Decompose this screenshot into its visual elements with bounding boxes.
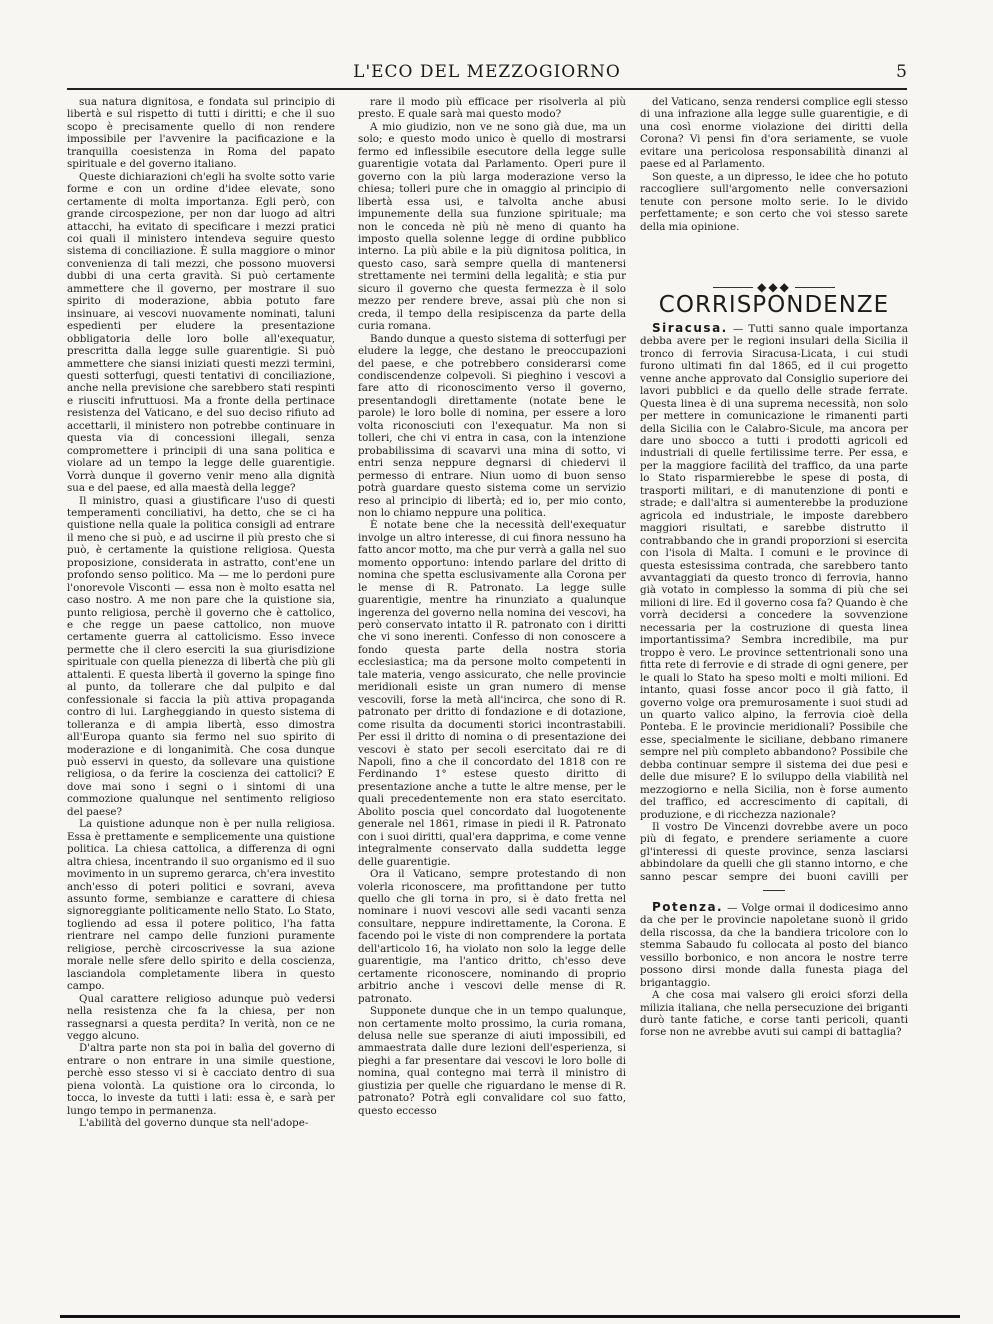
paragraph-text: — Volge ormai il dodicesimo anno da che per le provincie napoletane suonò il grido della riscossa, da che la bandiera tricolore con lo stemma Sabaudo fu collocata al posto del bianco vessillo borbonico, e non ancora le nostre terre possono dirsi monde dalla funesta piaga del brigantaggio.	[640, 901, 908, 989]
section-title: CORRISPONDENZE	[658, 292, 890, 319]
paragraph: Bando dunque a questo sistema di sotterfugi per eludere la legge, che destano le preoccupazioni del paese, e che potrebbero considerarsi come condiscendenze colpevoli. Si pieghino i vescovi a fare atto di riconoscimento verso il governo, presentandogli direttamente (notate bene le parole) le loro bolle di nomina, per essere a loro volta riconosciuti con l'exequatur. Ma non si tolleri, che chi vi entra in casa, con la intenzione probabilissima di scavarvi una mina di sotto, vi entri senza neppure degnarsi di chiedervi il permesso di entrare. Niun uomo di buon senso potrà guardare questo sistema come un servizio reso al principio di libertà; ed io, per mio conto, non lo chiamo neppure una politica.	[358, 332, 626, 519]
paragraph: È notate bene che la necessità dell'exequatur involge un altro interesse, di cui finora nessuno ha fatto ancor motto, ma che pur verrà a galla nel suo momento opportuno: intendo parlare del dritto di nomina che spetta esclusivamente alla Corona per le mense di R. Patronato. La legge sulle guarentigie, mentre ha rinunziato a qualunque ingerenza del governo nella nomina dei vescovi, ha però conservato intatto il R. patronato con i diritti che vi sono inerenti. Confesso di non conoscere a fondo questa parte della nostra storia ecclesiastica; ma da persone molto competenti in tale materia, vengo assicurato, che nelle provincie meridionali esiste un gran numero di mense vescovili, forse la metà all'incirca, che sono di R. patronato per dritto di fondazione e di dotazione, come risulta da documenti storici incontrastabili. Per essi il dritto di nomina o di presentazione dei vescovi è stato per secoli esercitato dai re di Napoli, fino a che il concordato del 1818 con re Ferdinando 1° estese questo diritto di presentazione anche a tutte le altre mense, per le quali precedentemente non era stato esercitato. Abolito poscia quel concordato dal luogotenente generale nel 1861, rimase in piedi il R. Patronato con i suoi diritti, qual'era dapprima, e come venne integralmente conservato dalla suddetta legge delle guarentigie.	[358, 519, 626, 868]
paragraph: rare il modo più efficace per risolverla al più presto. E quale sarà mai questo modo?	[358, 96, 626, 121]
column-3	[640, 96, 908, 1146]
paragraph: Son queste, a un dipresso, le idee che ho potuto raccogliere sull'argomento nelle conversazioni tenute con persone molto serie. Io le divido perfettamente; e son certo che voi stesso sarete della mia opinione.	[640, 170, 908, 233]
paragraph: A che cosa mai valsero gli eroici sforzi della milizia italiana, che nella persecuzione dei briganti durò tante fatiche, e corse tanti pericoli, quanti forse non ne avrebbe avuti sui campi di battaglia?	[640, 989, 908, 1039]
paragraph: L'abilità del governo dunque sta nell'adope-	[79, 1117, 309, 1130]
newspaper-title: L'ECO DEL MEZZOGIORNO	[353, 62, 621, 82]
paragraph: Supponete dunque che in un tempo qualunque, non certamente molto prossimo, la curia romana, delusa nelle sue speranze di aiuti impossibili, ed ammaestrata dalle dure lezioni dell'esperienza, si pieghi a far presentare dai vescovi le loro bolle di nomina, qual contegno mai terrà il ministro di giustizia per quelle che riguardano le mense di R. patronato? Potrà egli convalidare col suo fatto, questo eccesso	[358, 1005, 626, 1117]
article-ending	[640, 96, 908, 273]
page-header	[67, 62, 907, 84]
paragraph: Qual carattere religioso adunque può vedersi nella resistenza che fa la chiesa, per non rassegnarsi a questa perdita? In verità, non ce ne veggo alcuno.	[67, 992, 335, 1042]
header-rule	[67, 88, 907, 90]
paragraph: Il vostro De Vincenzi dovrebbe avere un poco più di fegato, e prendere seriamente a cuore gl'interessi di queste province, senza lasciarsi abbindolare da quelli che gli stanno intorno, e che sanno pescar sempre dei buoni cavilli per	[640, 821, 908, 882]
page-bottom-rule	[60, 1315, 960, 1318]
separator-rule	[763, 890, 785, 891]
paragraph	[640, 322, 908, 821]
column-1	[67, 96, 335, 1206]
correspondence-siracusa	[640, 322, 908, 882]
paragraph: A mio giudizio, non ve ne sono già due, ma un solo; e questo modo unico è quello di mostrarsi fermo ed inflessibile esecutore della legge sulle guarentigie votata dal Parlamento. Operi pure il governo con la più larga moderazione verso la chiesa; tolleri pure che in omaggio al principio di libertà essa usi, e talvolta anche abusi impunemente della sua funzione spirituale; ma non le conceda nè più nè meno di quanto ha imposto quella solenne legge di ordine pubblico interno. La più abile e la più dignitosa politica, in questo caso, sarà sempre quella di mantenersi strettamente nei termini della legalità; e stia pur sicuro il governo che questa fermezza è il solo mezzo per rendere breve, assai più che non si creda, il tempo della resipiscenza da parte della curia romana.	[358, 120, 626, 333]
correspondence-potenza	[640, 901, 908, 1071]
ornament-divider: ◆◆◆	[640, 281, 908, 293]
paragraph: La quistione adunque non è per nulla religiosa. Essa è prettamente e semplicemente una quistione politica. La chiesa cattolica, a differenza di ogni altra chiesa, incentrando il suo organismo ed il suo movimento in un supremo gerarca, ch'era investito anch'esso di poteri politici e sovrani, aveva assunto forme, sembianze e carattere di chiesa signoreggiante politicamente nello Stato. Lo Stato, togliendo ad essa il potere politico, l'ha fatta rientrare nel campo delle funzioni puramente religiose, perchè circoscrivesse la sua azione morale nelle sfere dello spirito e della coscienza, lasciandola completamente libera in questo campo.	[67, 818, 335, 993]
paragraph	[640, 901, 908, 989]
paragraph: sua natura dignitosa, e fondata sul principio di libertà e sul rispetto di tutti i diritti; e che il suo scopo è precisamente quello di non rendere impossibile per l'avvenire la pacificazione e la tranquilla coesistenza in Roma del papato spirituale e del governo italiano.	[67, 96, 335, 171]
paragraph: Il ministro, quasi a giustificare l'uso di questi temperamenti conciliativi, ha detto, che se ci ha quistione nella quale la politica consigli ad entrare il meno che si può, e ad uscirne il più presto che si può, è certamente la quistione religiosa. Questa proposizione, considerata in astratto, cont'ene un profondo senso politico. Ma — me lo perdoni pure l'onorevole Visconti — essa non è molto esatta nel caso nostro. A me non pare che la quistione sia, punto religiosa, perchè il governo che è cattolico, e che regge un paese cattolico, non muove certamente guerra al cattolicismo. Esso invece permette che il clero eserciti la sua giurisdizione spirituale con quella pienezza di libertà che più gli attalenti. E questa libertà il governo la spinge fino al punto, da tollerare che dal pulpito e dal confessionale si faccia la più attiva propaganda contro di lui. Largheggiando in questo sistema di tolleranza e di ampia libertà, esso dimostra all'Europa quanto sia fermo nel suo spirito di moderazione e di longanimità. Che cosa dunque può esservi in questo, da sollevare una quistione religiosa, o da ferire la coscienza dei cattolici? E dove mai sono i segni o i sintomi di una commozione qualunque nel sentimento religioso del paese?	[67, 494, 335, 818]
paragraph: del Vaticano, senza rendersi complice egli stesso di una infrazione alla legge sulle guarentigie, e di una così enorme violazione dei diritti della Corona? Vi pensi fin d'ora seriamente, se vuole evitare una pericolosa responsabilità dinanzi al paese ed al Parlamento.	[640, 96, 908, 171]
correspondence-place: Potenza.	[652, 900, 724, 914]
paragraph-text: — Tutti sanno quale importanza debba avere per le regioni insulari della Sicilia il tronco di ferrovia Siracusa-Licata, i cui studi furono ultimati fin dal 1865, ed il cui progetto venne anche approvato dal Consiglio superiore dei lavori pubblici e da quello delle strade ferrate. Questa linea è di una suprema necessità, non solo per mettere in comunicazione le rimanenti parti della Sicilia con le Calabro-Sicule, ma ancora per dare uno sbocco a tutti i prodotti agricoli ed industriali di quelle fertilissime terre. Per essa, e per la maggiore facilità del traffico, da una parte lo Stato risparmierebbe le spese di posta, di trasporti militari, e di manutenzione di ponti e strade; e dall'altra si aumenterebbe la produzione agricola ed industriale, le imposte darebbero maggiori risultati, e sarebbe distrutto il contrabbando che in grandi proporzioni si esercita con l'isola di Malta. I comuni e le province di questa estesissima contrada, che sarebbero tanto avvantaggiati da questo tronco di ferrovia, hanno già votato in complesso la somma di più che sei milioni di lire. Ed il governo cosa fa? Quando è che vorrà decidersi a concedere la sovvenzione necessaria per la costruzione di questa linea importantissima? Sembra incredibile, ma pur troppo è vero. Le province settentrionali sono una fitta rete di ferrovie e di strade di ogni genere, per le quali lo Stato ha speso molti e molti milioni. Ed intanto, quasi fosse ancor poco il già fatto, il governo volge ora premurosamente i suoi studi ad un quarto valico alpino, la ferrovia cioè della Ponteba. E le provincie meridionali? Possibile che esse, specialmente le siciliane, debbano rimanere sempre nel più completo abbandono? Possibile che debba continuar sempre il sistema dei due pesi e delle due misure? E lo sviluppo della viabilità nel mezzogiorno e nella Sicilia, non è forse aumento del traffico, ed accrescimento di capitali, di produzione, e di ricchezza nazionale?	[640, 322, 908, 821]
page-number: 5	[896, 62, 907, 82]
paragraph: D'altra parte non sta poi in balìa del governo di entrare o non entrare in una simile questione, perchè esso stesso vi si è cacciato dentro di sua piena volontà. La quistione ora lo circonda, lo tocca, lo investe da tutti i lati: essa è, e sarà per lungo tempo in permanenza.	[67, 1042, 335, 1117]
paragraph: Ora il Vaticano, sempre protestando di non volerla riconoscere, ma profittandone per tutto quello che gli torna in pro, si è dato fretta nel nominare i nuovi vescovi alle sedi vacanti senza consultare, neppure indirettamente, la Corona. E facendo poi le viste di non comprendere la portata dell'articolo 16, ha violato non solo la legge delle guarentigie, ma l'antico dritto, ch'esso deve certamente riconoscere, nominando di proprio arbitrio anche i vescovi delle mense di R. patronato.	[358, 868, 626, 1005]
paragraph: Queste dichiarazioni ch'egli ha svolte sotto varie forme e con un ordine d'idee elevate, sono certamente di molta importanza. Egli però, con grande circospezione, per non dar luogo ad altri attacchi, ha evitato di specificare i mezzi pratici coi quali il ministero intendeva seguire questo sistema di conciliazione. È sulla maggiore o minor convenienza di tali mezzi, che possono muoversi dubbi di una certa gravità. Si può certamente ammettere che il governo, per mostrare il suo spirito di moderazione, abbia potuto fare insinuare, ai vescovi nuovamente nominati, taluni espedienti per eludere la presentazione obbligatoria delle loro bolle all'exequatur, prescritta dalla legge sulle guarentigie. Si può ammettere che siansi iniziati questi mezzi termini, questi sotterfugi, questi tentativi di conciliazione, anche nella previsione che sarebbero stati respinti e riusciti infruttuosi. Ma a fronte della pertinace resistenza del Vaticano, e del suo deciso rifiuto ad accettarli, il ministero non potrebbe continuare in questa via di concessioni illegali, senza compromettere i principii di una sana politica e violare ad un tempo la legge delle guarentigie. Vorrà dunque il governo venir meno alla dignità sua e del paese, ed alla maestà della legge?	[67, 170, 335, 495]
column-2	[358, 96, 626, 1206]
correspondence-place: Siracusa.	[652, 321, 728, 335]
